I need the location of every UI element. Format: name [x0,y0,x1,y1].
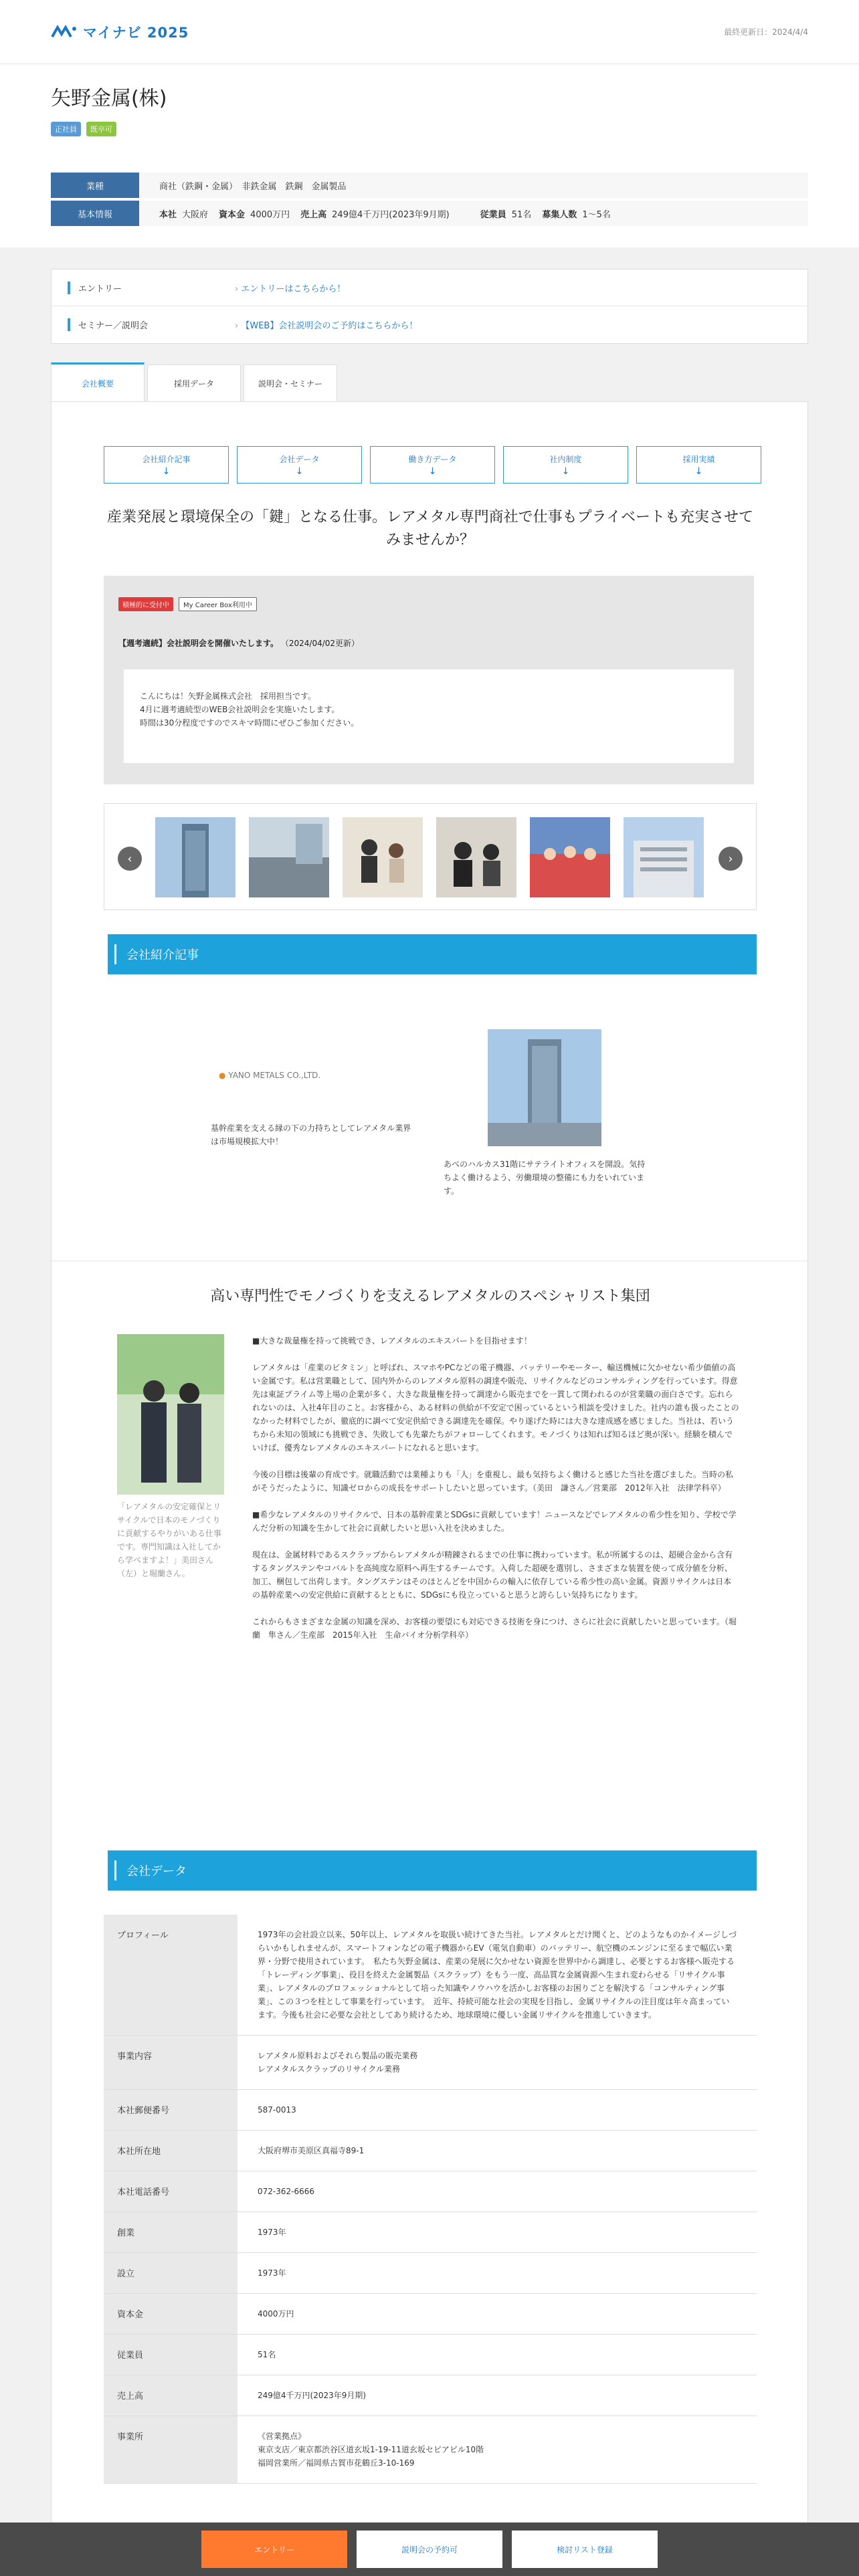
info-row [51,201,808,226]
table-row: 事業所 《営業拠点》 東京支店／東京都渋谷区道玄坂1-19-11道玄坂セピアビル10階 福岡営業所／福岡県古賀市花鶴丘3-10-169 [104,2416,757,2484]
table-row: プロフィール 1973年の会社設立以来、50年以上、レアメタルを取扱い続けてきた当社。レアメタルとだけ聞くと、どのようなものかイメージしづらいかもしれませんが、スマートフォンなどの電子機器からEV（電気自動車）のバッテリー、航空機のエンジンに至るまで幅広い業界・分野で使用されています。 私たち矢野金属は、産業の発展に欠かせない資源を世界中から調達し、必要とするお客様へ販売する「トレーディング事業」、役目を終えた金属製品（スクラップ）をもう一度、高品質な金属資源へ生まれ変わらせる「リサイクル事業」、レアメタルのプロフェッショナルとして培った知識やノウハウを活かしお客様のお困りごとを解決する「コンサルティング事業」、この３つを柱として事業を行っています。 近年、持続可能な社会の実現を目指し、金属リサイクルの注目度は年々高まっています。今後も社会に必要な会社としてあり続けるため、地球環境に優しい金属リサイクルを推進していきます。 [104,1915,757,2036]
info-label: 基本情報 [51,201,139,226]
gallery-prev-button[interactable]: ‹ [118,847,142,871]
anchor-results[interactable]: 採用実績 ↓ [636,446,761,484]
news-title: 【週考適続】会社説明会を開催いたします。 （2024/04/02更新） [118,639,360,648]
news-body: こんにちは！矢野金属株式会社 採用担当です。 4月に週考適続型のWEB会社説明会を実施いたします。 時間は30分程度ですのでスキマ時間にぜひご参加ください。 [124,669,734,763]
lead-headline: 産業発展と環境保全の「鍵」となる仕事。レアメタル専門商社で仕事もプライベートも充実させてみませんか？ [106,509,754,548]
sticky-footer [0,2523,859,2576]
news-box [104,576,754,784]
seminar-row [52,306,807,343]
entry-box [51,269,808,344]
para-2: 今後の目標は後輩の育成です。就職活動では業種よりも「人」を重視し、最も気持ちよく働けると感じた当社を選びました。当時の私がそうだったように、知識ゼロからの成長をサポートしたいと思っています。（美田 謙さん／営業部 2012年入社 法律学科卒） [252,1470,734,1493]
footer-seminar-button[interactable]: 説明会の予約可 [357,2531,502,2568]
table-row: 事業内容 レアメタル原料およびそれら製品の販売業務 レアメタルスクラップのリサイクル業務 [104,2036,757,2090]
hiring: 募集人数 1～5名 [542,209,611,220]
info-values [139,201,611,226]
gallery-next-button[interactable]: › [719,847,743,871]
industry-row [51,173,808,198]
anchor-systems[interactable]: 社内制度 ↓ [503,446,628,484]
entry-row [52,270,807,306]
industry-values: 商社（鉄鋼・金属） 非鉄金属 鉄鋼 金属製品 [159,181,347,192]
table-row: 本社所在地 大阪府堺市美原区真福寺89-1 [104,2131,757,2171]
gallery-image-office[interactable] [249,817,329,897]
footer-list-button[interactable]: 検討リスト登録 [512,2531,658,2568]
para-5: これからもさまざまな金属の知識を深め、お客様の要望にも対応できる技術を身につけ、さらに社会に貢献したいと思っています。（堀蘭 隼さん／生産部 2015年入社 生命バイオ分析学科卒） [252,1617,737,1640]
para-1-title: ■大きな裁量権を持って挑戦でき、レアメタルのエキスパートを目指せます！ [252,1336,532,1346]
article2-caption: あべのハルカス31階にサテライトオフィスを開設。気持ちよく働けるよう、労働環境の整備にも力をいれています。 [444,1160,646,1196]
employees: 従業員 51名 [480,209,532,220]
section-company-data-header: 会社データ [104,1850,757,1891]
footer-entry-button[interactable]: エントリー [201,2531,347,2568]
badge-accepting: 積極的に受付中 [118,597,173,611]
anchor-work-data[interactable]: 働き方データ ↓ [370,446,495,484]
table-row: 創業 1973年 [104,2212,757,2253]
feature-heading: 高い専門性でモノづくりを支えるレアメタルのスペシャリスト集団 [210,1288,650,1305]
hq: 本社 大阪府 [159,209,209,220]
industry-label: 業種 [51,173,139,198]
table-row: 本社郵便番号 587-0013 [104,2090,757,2131]
table-row: 本社電話番号 072-362-6666 [104,2171,757,2212]
section-articles-header: 会社紹介記事 [104,934,757,974]
gallery-image-building[interactable] [155,817,235,897]
company-name: 矢野金属(株) [51,87,167,110]
staff-photo [117,1334,224,1495]
table-row: 売上高 249億4千万円(2023年9月期) [104,2375,757,2416]
company-logo: ● YANO METALS CO.,LTD. [219,1071,321,1080]
company-tags [51,122,808,136]
entry-link[interactable]: › エントリーはこちらから！ [235,282,345,294]
article1-caption: 基幹産業を支える縁の下の力持ちとしてレアメタル業界は市場規模拡大中！ [211,1123,411,1146]
staff-photo-caption: 「レアメタルの安定確保とリサイクルで日本のモノづくりに貢献するやりがいある仕事です。専門知識は入社してから学べますよ！」美田さん（左）と堀蘭さん。 [117,1502,222,1578]
news-badges [118,597,257,611]
anchor-articles[interactable]: 会社紹介記事 ↓ [104,446,229,484]
badge-mycareerbox: My Career Box利用中 [179,597,257,611]
feature-body [252,1334,739,1655]
entry-label: エントリー [68,282,235,294]
tab-seminar[interactable]: 説明会・セミナー [244,364,337,402]
down-arrow-icon: ↓ [295,465,304,477]
capital: 資本金 4000万円 [219,209,290,220]
main-panel [51,401,808,2576]
logo-icon: ● [219,1071,226,1080]
company-data-table [104,1915,757,2484]
gallery-image-meeting[interactable] [343,817,423,897]
page-tabs [51,364,340,402]
article2-image-tower[interactable] [488,1029,601,1146]
down-arrow-icon: ↓ [428,465,437,477]
down-arrow-icon: ↓ [162,465,171,477]
sales: 売上高 249億4千万円(2023年9月期) [300,209,450,220]
tag-graduate: 既卒可 [86,122,116,136]
anchor-nav [104,446,761,484]
down-arrow-icon: ↓ [561,465,570,477]
seminar-label: セミナー／説明会 [68,318,235,331]
tag-fulltime: 正社員 [51,122,81,136]
logo-text: マイナビ 2025 [83,24,189,41]
table-row: 資本金 4000万円 [104,2294,757,2335]
mynavi-logo[interactable] [51,22,189,42]
last-updated: 最終更新日：2024/4/4 [724,27,808,37]
para-4: 現在は、金属材料であるスクラップからレアメタルが精錬されるまでの仕事に携わっています。私が所属するのは、超硬合金から含有するタングステンやコバルトを高純度な原料へ再生するチームです。入荷した超硬を選別し、さまざまな装置を使って成分値を分析、加工、梱包して出荷します。タングステンはそのほとんどを中国からの輸入に依存している希少性の高い金属。資源リサイクルは日本の基幹産業への安定供給に貢献するとともに、SDGsにも役立っていると思うと誇らしい気持ちになります。 [252,1550,733,1600]
para-1: レアメタルは「産業のビタミン」と呼ばれ、スマホやPCなどの電子機器、バッテリーやモーター、輸送機械に欠かせない希少価値の高い金属です。私は営業職として、国内外からのレアメタル原料の調達や販売、リサイクルなどのコンサルティングを行っています。得意先は東証プライム等上場の企業が多く、大きな裁量権を持って調達から販売までを一貫して関われるのが営業職の面白さです。忘れられないのは、入社4年目のこと。お客様から、ある材料の供給が不安定で困っているという相談を受けました。社内の誰も扱ったことのなかった材料でしたが、徹底的に調べて安定供給できる調達先を確保。やり遂げた時には大きな達成感を感じました。当社は、若いうちから未知の領域にも挑戦でき、失敗しても先輩たちがフォローしてくれます。モノづくりは知れば知るほど奥が深い。経験を積んでいけば、優秀なレアメタルのエキスパートになれると思います。 [252,1363,739,1453]
table-row: 設立 1973年 [104,2253,757,2294]
tab-overview[interactable]: 会社概要 [51,362,145,402]
gallery-image-facility[interactable] [624,817,704,897]
top-header [0,0,859,64]
table-row: 従業員 51名 [104,2335,757,2375]
tab-hiring-data[interactable]: 採用データ [147,364,241,402]
para-3: ■希少なレアメタルのリサイクルで、日本の基幹産業とSDGsに貢献しています！ニュースなどでレアメタルの希少性を知り、学校で学んだ分析の知識を生かして社会に貢献したいと思い入社を決めました。 [252,1510,737,1533]
mynavi-logo-icon [51,25,78,39]
seminar-link[interactable]: › 【WEB】会社説明会のご予約はこちらから！ [235,318,417,331]
gallery-image-staff[interactable] [436,817,516,897]
anchor-company-data[interactable]: 会社データ ↓ [237,446,362,484]
photo-gallery [104,803,757,910]
basic-info [51,173,808,229]
gallery-image-group[interactable] [530,817,610,897]
down-arrow-icon: ↓ [694,465,703,477]
